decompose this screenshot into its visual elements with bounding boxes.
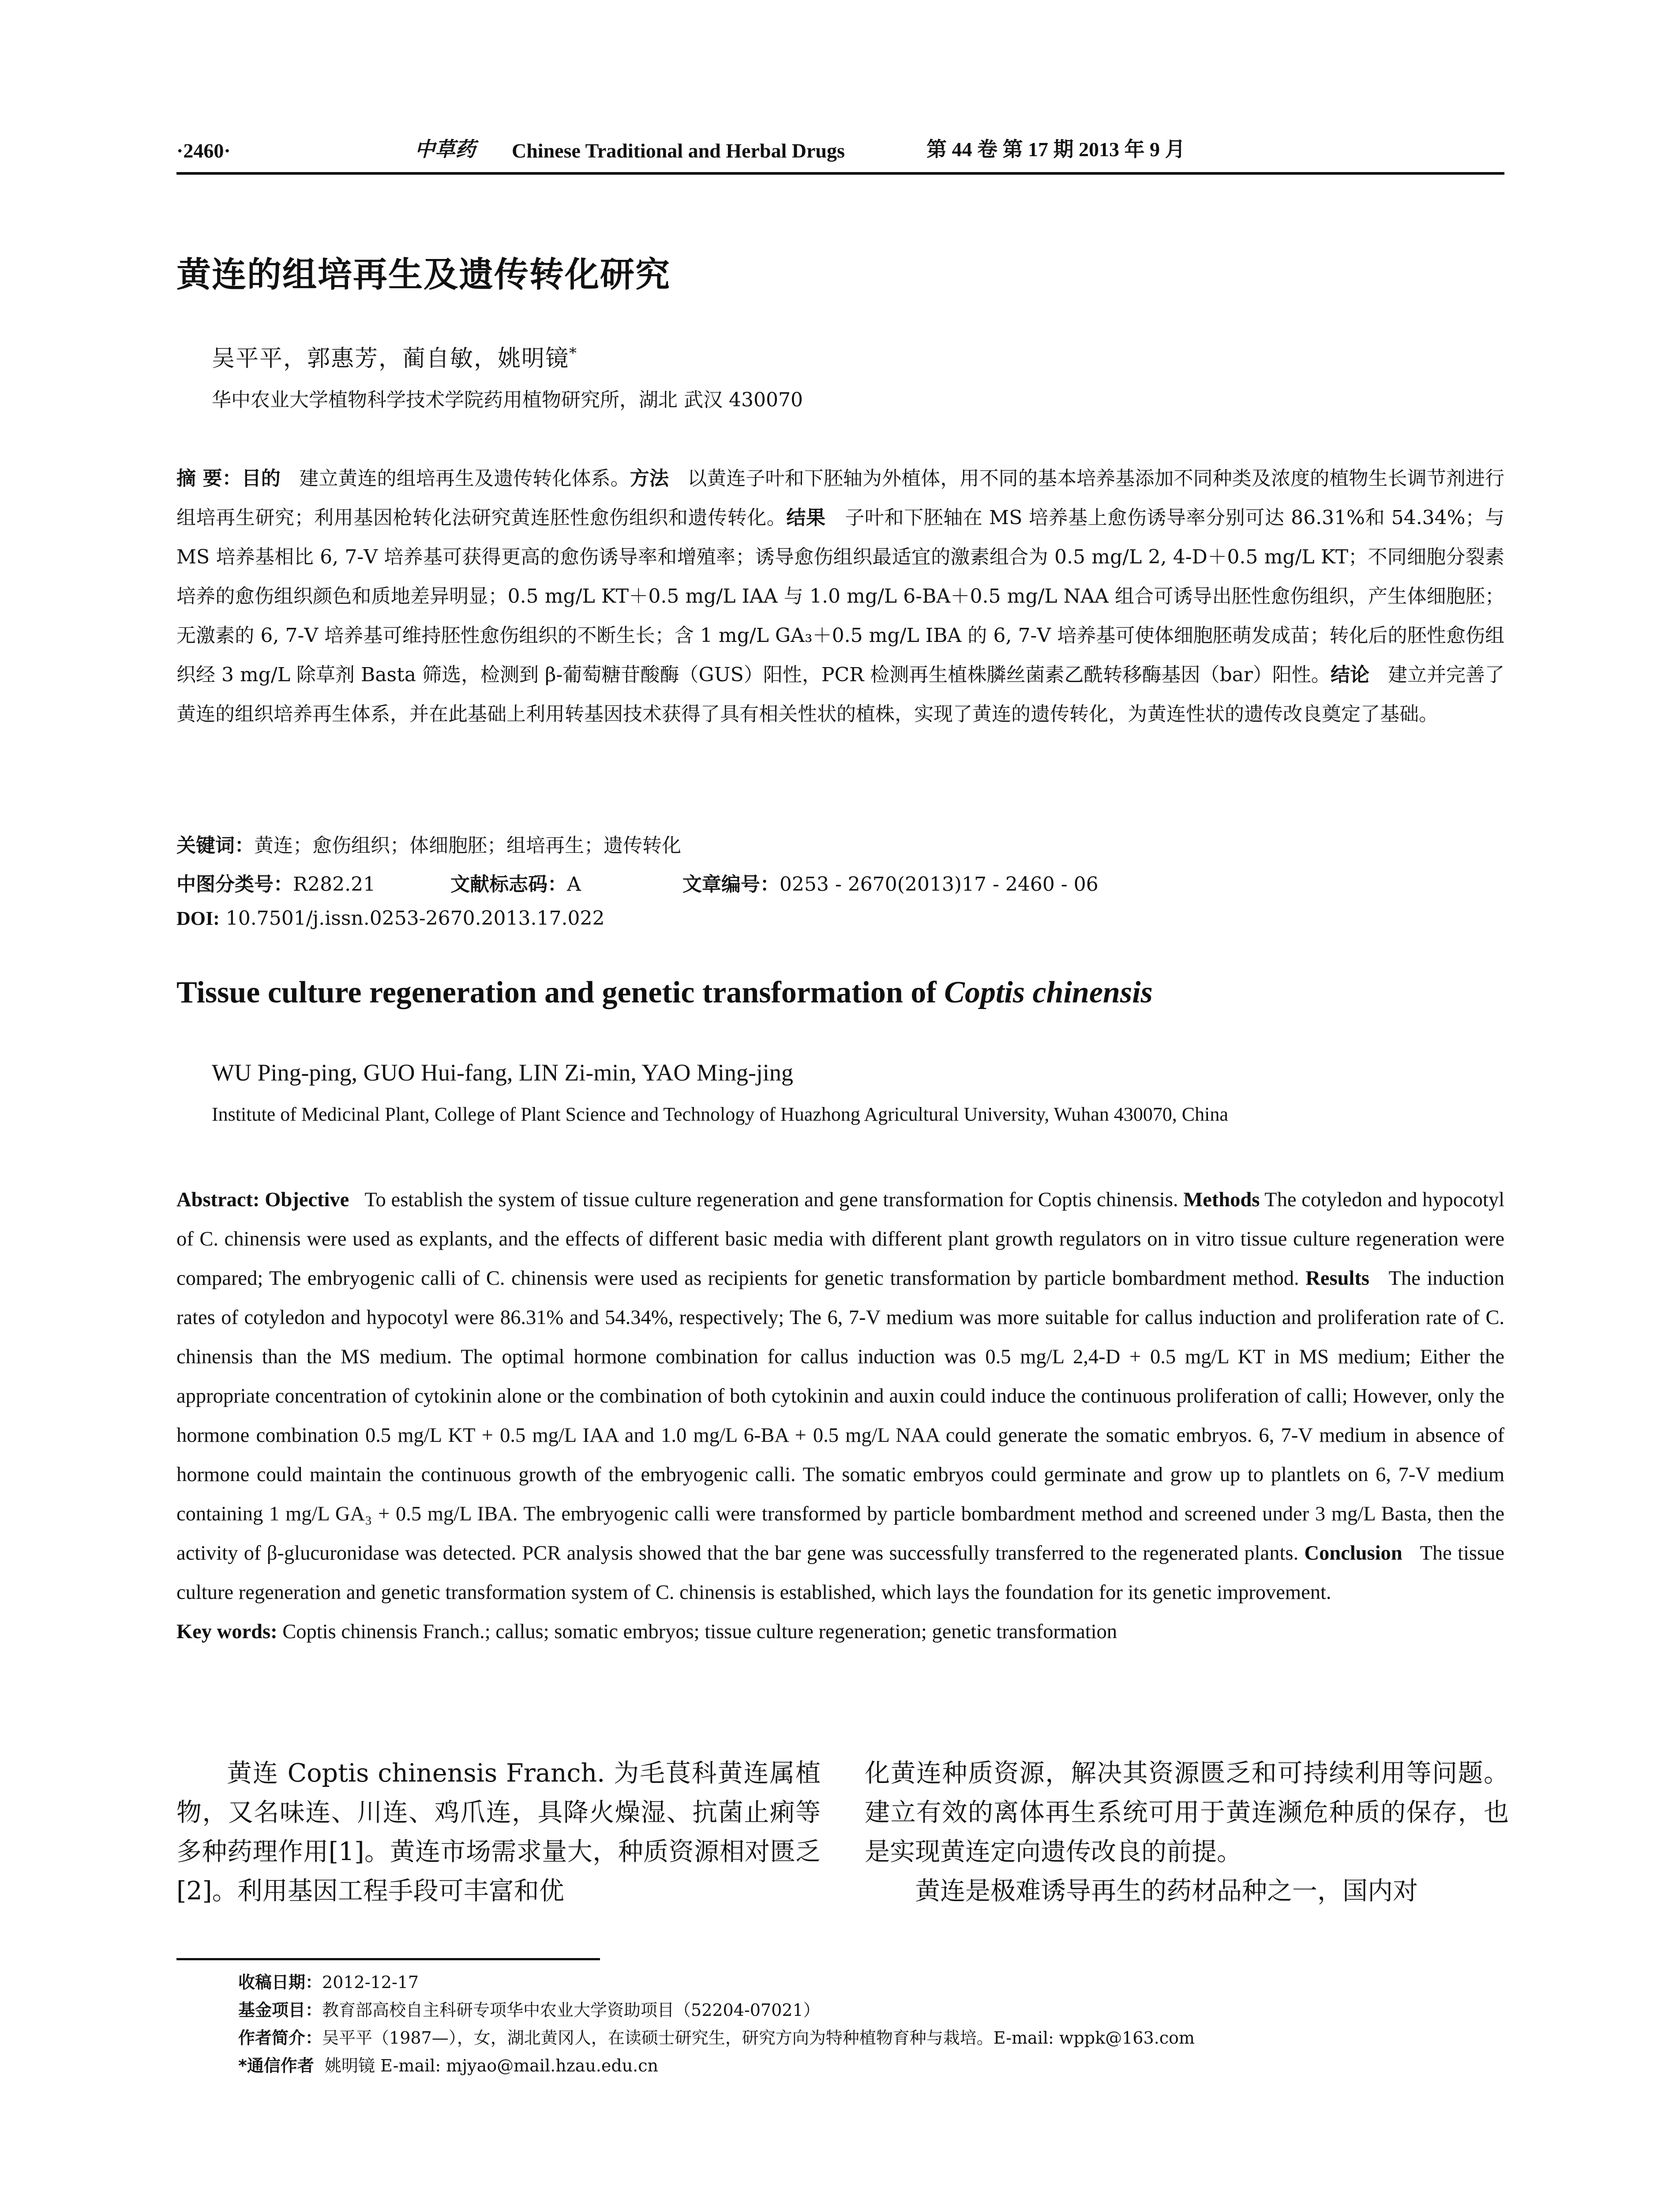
keywords-text-en: Coptis chinensis Franch.; callus; somatic embryos; tissue culture regeneration; genetic transformation xyxy=(282,1621,1118,1643)
doi-label: DOI: xyxy=(176,908,220,929)
results-text-en: The induction rates of cotyledon and hypocotyl were 86.31% and 54.34%, respectively; The 6, 7-V medium was more suitable for callus induction and proliferation rate of C. chinensis than the MS medium. The optimal hormone combination for callus induction was 0.5 mg/L 2,4-D + 0.5 mg/L KT in MS medium; Either the appropriate concentration of cytokinin alone or the combination of both cytokinin and auxin could induce the continuous proliferation of calli; However, only the hormone combination 0.5 mg/L KT + 0.5 mg/L IAA and 1.0 mg/L 6-BA + 0.5 mg/L NAA could generate the somatic embryos. 6, 7-V medium in absence of hormone could maintain the continuous growth of the embryogenic calli. The somatic embryos could germinate and grow up to plantlets on 6, 7-V medium containing 1 mg/L GA₃ + 0.5 mg/L IBA. The embryogenic calli were transformed by particle bombardment method and screened under 3 mg/L Basta, then the activity of β-glucuronidase was detected. PCR analysis showed that the bar gene was successfully transferred to the regenerated plants. xyxy=(176,1267,1505,1564)
keywords-label-cn: 关键词： xyxy=(176,834,254,857)
footnote-corresponding xyxy=(238,2052,658,2076)
footnote-received xyxy=(238,1969,419,1993)
body-paragraph: 化黄连种质资源，解决其资源匮乏和可持续利用等问题。建立有效的离体再生系统可用于黄连濒危种质的保存，也是实现黄连定向遗传改良的前提。 xyxy=(865,1759,1509,1866)
title-species-en: Coptis chinensis xyxy=(944,975,1153,1009)
conclusion-label-cn: 结论 xyxy=(1330,664,1369,686)
abstract-label-en: Abstract: Objective xyxy=(176,1189,349,1211)
objective-text-en: To establish the system of tissue culture regeneration and gene transformation for Coptis chinensis. xyxy=(364,1189,1178,1211)
objective-label-cn: 目的 xyxy=(241,467,281,490)
authors-cn xyxy=(212,340,578,373)
clc-value: R282.21 xyxy=(293,873,376,896)
body-paragraph: 黄连是极难诱导再生的药材品种之一，国内对 xyxy=(915,1876,1418,1906)
corresponding-text: 姚明镜 E-mail: mjyao@mail.hzau.edu.cn xyxy=(325,2056,659,2075)
body-column-left: 黄连 Coptis chinensis Franch. 为毛茛科黄连属植物，又名味连、川连、鸡爪连，具降火燥湿、抗菌止痢等多种药理作用[1]。黄连市场需求量大，种质资源相对匮乏[2]。利用基因工程手段可丰富和优 xyxy=(176,1759,821,1906)
received-date: 2012-12-17 xyxy=(322,1973,419,1992)
title-main-en: Tissue culture regeneration and genetic transformation of xyxy=(176,975,945,1009)
methods-label-cn: 方法 xyxy=(630,467,669,490)
running-header xyxy=(176,132,1504,175)
author-bio-text: 吴平平（1987—），女，湖北黄冈人，在读硕士研究生，研究方向为特种植物育种与栽培。E-mail: wppk@163.com xyxy=(322,2028,1195,2048)
keywords-cn xyxy=(176,829,681,858)
conclusion-text-cn: 建立并完善了黄连的组织培养再生体系，并在此基础上利用转基因技术获得了具有相关性状的植株，实现了黄连的遗传转化，为黄连性状的遗传改良奠定了基础。 xyxy=(176,664,1505,725)
abstract-label-cn: 摘 要： xyxy=(176,467,242,490)
doc-code-value: A xyxy=(567,873,581,896)
doi-line xyxy=(176,907,604,930)
abstract-cn xyxy=(176,459,1504,734)
paper-title-en xyxy=(176,975,1153,1010)
journal-name-cn: 中草药 xyxy=(415,137,476,161)
results-label-en: Results xyxy=(1305,1267,1369,1290)
classification-line xyxy=(176,868,1099,897)
methods-label-en: Methods xyxy=(1183,1189,1260,1211)
author-bio-label: 作者简介： xyxy=(238,2028,322,2048)
footnote-divider xyxy=(176,1958,600,1960)
doc-code-label: 文献标志码： xyxy=(450,873,567,896)
results-label-cn: 结果 xyxy=(786,506,826,529)
authors-en: WU Ping-ping, GUO Hui-fang, LIN Zi-min, YAO Ming-jing xyxy=(212,1059,793,1086)
results-text-cn: 子叶和下胚轴在 MS 培养基上愈伤诱导率分别可达 86.31%和 54.34%；与 MS 培养基相比 6, 7-V 培养基可获得更高的愈伤诱导率和增殖率；诱导愈伤组织最适宜的激素组合为 0.5 mg/L 2, 4-D＋0.5 mg/L KT；不同细胞分裂素培养的愈伤组织颜色和质地差异明显；0.5 mg/L KT＋0.5 mg/L IAA 与 1.0 mg/L 6-BA＋0.5 mg/L NAA 组合可诱导出胚性愈伤组织，产生体细胞胚；无激素的 6, 7-V 培养基可维持胚性愈伤组织的不断生长；含 1 mg/L GA₃＋0.5 mg/L IBA 的 6, 7-V 培养基可使体细胞胚萌发成苗；转化后的胚性愈伤组织经 3 mg/L 除草剂 Basta 筛选，检测到 β-葡萄糖苷酸酶（GUS）阳性，PCR 检测再生植株膦丝菌素乙酰转移酶基因（bar）阳性。 xyxy=(176,506,1504,686)
body-column-right xyxy=(865,1754,1509,1911)
journal-name-en: Chinese Traditional and Herbal Drugs xyxy=(512,139,845,162)
affiliation-en: Institute of Medicinal Plant, College of Plant Science and Technology of Huazhong Agricultural University, Wuhan 430070, China xyxy=(212,1103,1228,1125)
keywords-label-en: Key words: xyxy=(176,1621,278,1643)
author-list-cn: 吴平平，郭惠芳，蔺自敏，姚明镜 xyxy=(212,345,570,372)
methods-text-en: The cotyledon and hypocotyl of C. chinensis were used as explants, and the effects of different basic media with different plant growth regulators on in vitro tissue culture regeneration were compared; The embryogenic calli of C. chinensis were used as recipients for genetic transformation by particle bombardment method. xyxy=(176,1189,1505,1290)
fund-text: 教育部高校自主科研专项华中农业大学资助项目（52204-07021） xyxy=(322,2000,820,2020)
paper-title-cn: 黄连的组培再生及遗传转化研究 xyxy=(176,255,671,295)
keywords-text-cn: 黄连；愈伤组织；体细胞胚；组培再生；遗传转化 xyxy=(254,834,681,857)
doi-value: 10.7501/j.issn.0253-2670.2013.17.022 xyxy=(225,907,605,930)
conclusion-label-en: Conclusion xyxy=(1304,1542,1402,1564)
footnote-author xyxy=(238,2024,1195,2048)
clc-label: 中图分类号： xyxy=(176,873,293,896)
affiliation-cn: 华中农业大学植物科学技术学院药用植物研究所，湖北 武汉 430070 xyxy=(212,389,803,411)
abstract-en xyxy=(176,1180,1504,1651)
article-no-label: 文章编号： xyxy=(682,873,780,896)
page-number: ·2460· xyxy=(176,139,231,162)
issue-info: 第 44 卷 第 17 期 2013 年 9 月 xyxy=(926,138,1185,161)
methods-text-cn: 以黄连子叶和下胚轴为外植体，用不同的基本培养基添加不同种类及浓度的植物生长调节剂进行组培再生研究；利用基因枪转化法研究黄连胚性愈伤组织和遗传转化。 xyxy=(176,467,1505,529)
corresponding-author-mark: * xyxy=(569,344,578,362)
fund-label: 基金项目： xyxy=(238,2000,322,2020)
received-label: 收稿日期： xyxy=(238,1973,322,1992)
article-no-value: 0253 - 2670(2013)17 - 2460 - 06 xyxy=(779,873,1099,896)
footnote-fund xyxy=(238,1996,820,2021)
conclusion-text-en: The tissue culture regeneration and genetic transformation system of C. chinensis is established, which lays the foundation for its genetic improvement. xyxy=(176,1542,1505,1604)
corresponding-label: *通信作者 xyxy=(238,2056,314,2075)
objective-text-cn: 建立黄连的组培再生及遗传转化体系。 xyxy=(299,467,630,490)
